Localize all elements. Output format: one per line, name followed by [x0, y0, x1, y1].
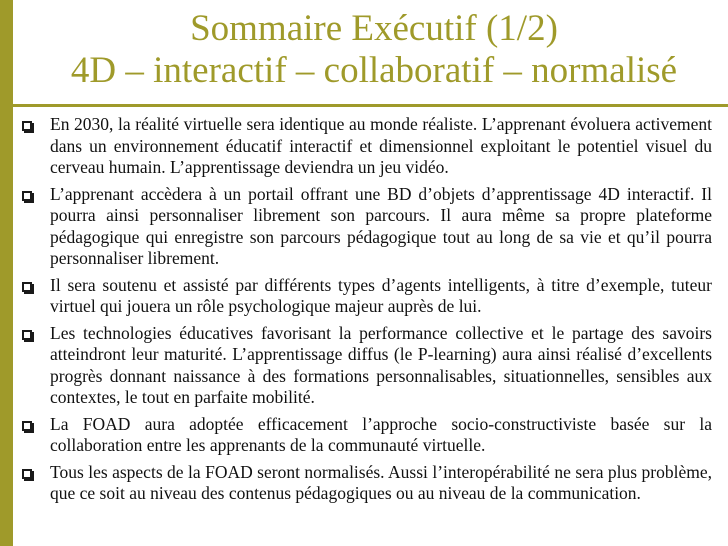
- bullet-text: La FOAD aura adoptée efficacement l’approche socio-constructiviste basée sur la collaboration entre les apprenants de la communauté virtuelle.: [50, 413, 712, 455]
- square-bullet-icon: [22, 421, 32, 431]
- list-item: [22, 114, 712, 179]
- list-item: [22, 414, 712, 457]
- title-line-2: 4D – interactif – collaboratif – normalisé: [70, 50, 678, 91]
- left-accent-bar: [0, 0, 13, 546]
- square-bullet-icon: [22, 330, 32, 340]
- bullet-text: Tous les aspects de la FOAD seront normalisés. Aussi l’interopérabilité ne sera plus problème, que ce soit au niveau des contenus pédagogiques ou au niveau de la communication.: [50, 461, 712, 503]
- list-item: [22, 462, 712, 505]
- bullet-list: [22, 114, 712, 510]
- bullet-text: L’apprenant accèdera à un portail offrant une BD d’objets d’apprentissage 4D interactif. Il pourra ainsi personnaliser librement son parcours. Il aura même sa propre plateforme pédagogique qui enregistre son parcours pédagogique tout au long de sa vie et qu’il pourra personnaliser librement.: [50, 183, 712, 268]
- bullet-text: En 2030, la réalité virtuelle sera identique au monde réaliste. L’apprenant évoluera activement dans un environnement éducatif interactif et dimensionnel exploitant le potentiel visuel du cerveau humain. L’apprentissage deviendra un jeu vidéo.: [50, 114, 712, 177]
- square-bullet-icon: [22, 121, 32, 131]
- square-bullet-icon: [22, 191, 32, 201]
- list-item: [22, 275, 712, 318]
- bullet-text: Il sera soutenu et assisté par différents types d’agents intelligents, à titre d’exemple, tuteur virtuel qui jouera un rôle psychologique majeur auprès de lui.: [50, 274, 712, 316]
- list-item: [22, 323, 712, 409]
- title-line-1: Sommaire Exécutif (1/2): [190, 8, 558, 49]
- slide-title: [20, 8, 728, 92]
- title-underline: [13, 104, 728, 107]
- list-item: [22, 184, 712, 270]
- bullet-text: Les technologies éducatives favorisant la performance collective et le partage des savoirs atteindront leur maturité. L’apprentissage diffus (le P-learning) aura ainsi réalisé d’excellents progrès donnant naissance à des formations personnalisables, situationnelles, sensibles aux contextes, le tout en parfaite mobilité.: [50, 322, 712, 407]
- square-bullet-icon: [22, 469, 32, 479]
- square-bullet-icon: [22, 282, 32, 292]
